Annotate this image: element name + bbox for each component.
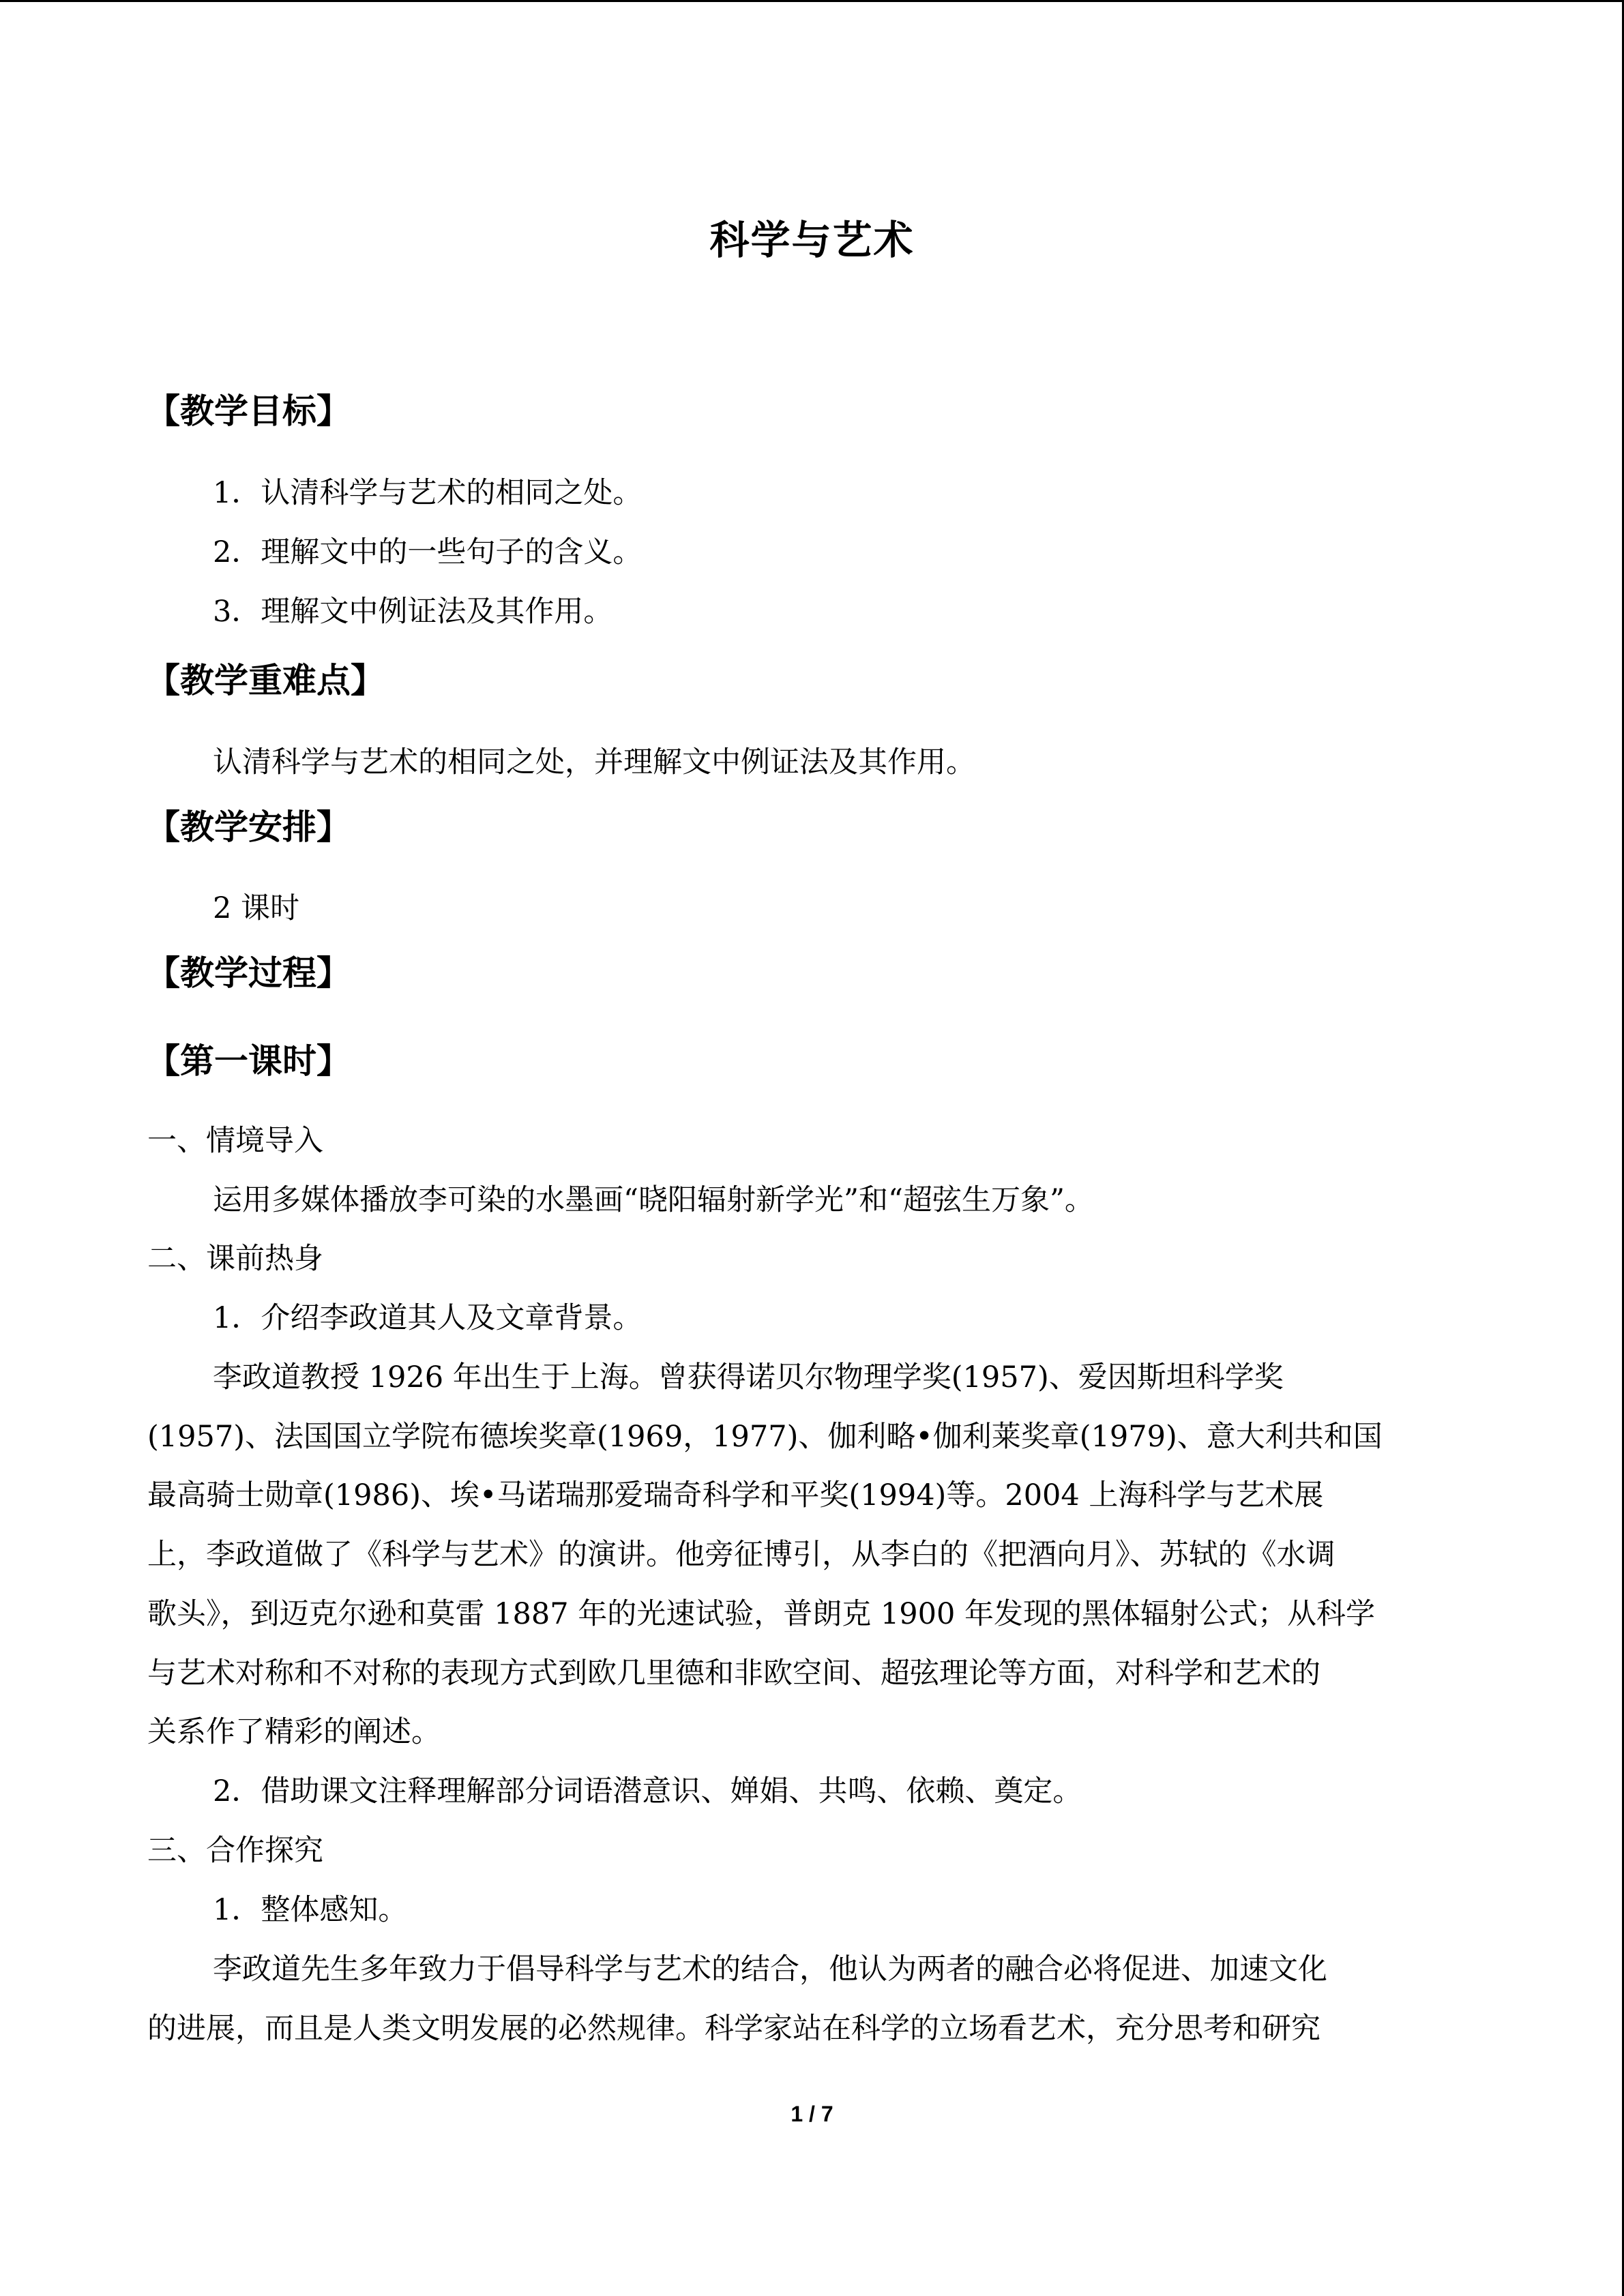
bio-line-6: 与艺术对称和不对称的表现方式到欧几里德和非欧空间、超弦理论等方面，对科学和艺术的 (147, 1656, 1320, 1690)
heading-teaching-process: 【教学过程】 (146, 953, 351, 993)
heading-arrangement: 【教学安排】 (146, 807, 351, 847)
part-1-text: 运用多媒体播放李可染的水墨画“晓阳辐射新学光”和“超弦生万象”。 (213, 1183, 1094, 1217)
goal-item-1: 1．认清科学与艺术的相同之处。 (213, 476, 643, 510)
arrangement-text: 2 课时 (213, 891, 300, 925)
summary-line-2: 的进展，而且是人类文明发展的必然规律。科学家站在科学的立场看艺术，充分思考和研究 (147, 2012, 1320, 2046)
part-3-item-1: 1．整体感知。 (213, 1893, 408, 1927)
part-2-title: 二、课前热身 (147, 1242, 323, 1276)
part-2-item-1: 1．介绍李政道其人及文章背景。 (213, 1301, 643, 1335)
bio-line-7: 关系作了精彩的阐述。 (147, 1715, 441, 1749)
goal-item-2: 2．理解文中的一些句子的含义。 (213, 535, 643, 569)
part-3-title: 三、合作探究 (147, 1834, 323, 1868)
bio-line-5: 歌头》，到迈克尔逊和莫雷 1887 年的光速试验，普朗克 1900 年发现的黑体辐射公式；从科学 (147, 1597, 1376, 1631)
key-points-text: 认清科学与艺术的相同之处，并理解文中例证法及其作用。 (213, 745, 975, 779)
summary-line-1: 李政道先生多年致力于倡导科学与艺术的结合，他认为两者的融合必将促进、加速文化 (213, 1952, 1327, 1986)
bio-line-1: 李政道教授 1926 年出生于上海。曾获得诺贝尔物理学奖(1957)、爱因斯坦科学奖 (213, 1360, 1284, 1395)
heading-teaching-goals: 【教学目标】 (146, 391, 351, 431)
bio-line-4: 上，李政道做了《科学与艺术》的演讲。他旁征博引，从李白的《把酒向月》、苏轼的《水调 (147, 1538, 1335, 1572)
goal-item-3: 3．理解文中例证法及其作用。 (213, 595, 613, 629)
document-title: 科学与艺术 (709, 217, 915, 263)
part-1-title: 一、情境导入 (147, 1124, 323, 1158)
part-2-item-2: 2．借助课文注释理解部分词语潜意识、婵娟、共鸣、依赖、奠定。 (213, 1774, 1082, 1808)
bio-line-2: (1957)、法国国立学院布德埃奖章(1969，1977)、伽利略•伽利莱奖章(1979)、意大利共和国 (147, 1420, 1383, 1454)
bio-line-3: 最高骑士勋章(1986)、埃•马诺瑞那爱瑞奇科学和平奖(1994)等。2004 上海科学与艺术展 (147, 1478, 1324, 1512)
heading-lesson-1: 【第一课时】 (146, 1041, 351, 1081)
heading-key-points: 【教学重难点】 (146, 661, 385, 700)
page-number: 1 / 7 (791, 2102, 833, 2126)
